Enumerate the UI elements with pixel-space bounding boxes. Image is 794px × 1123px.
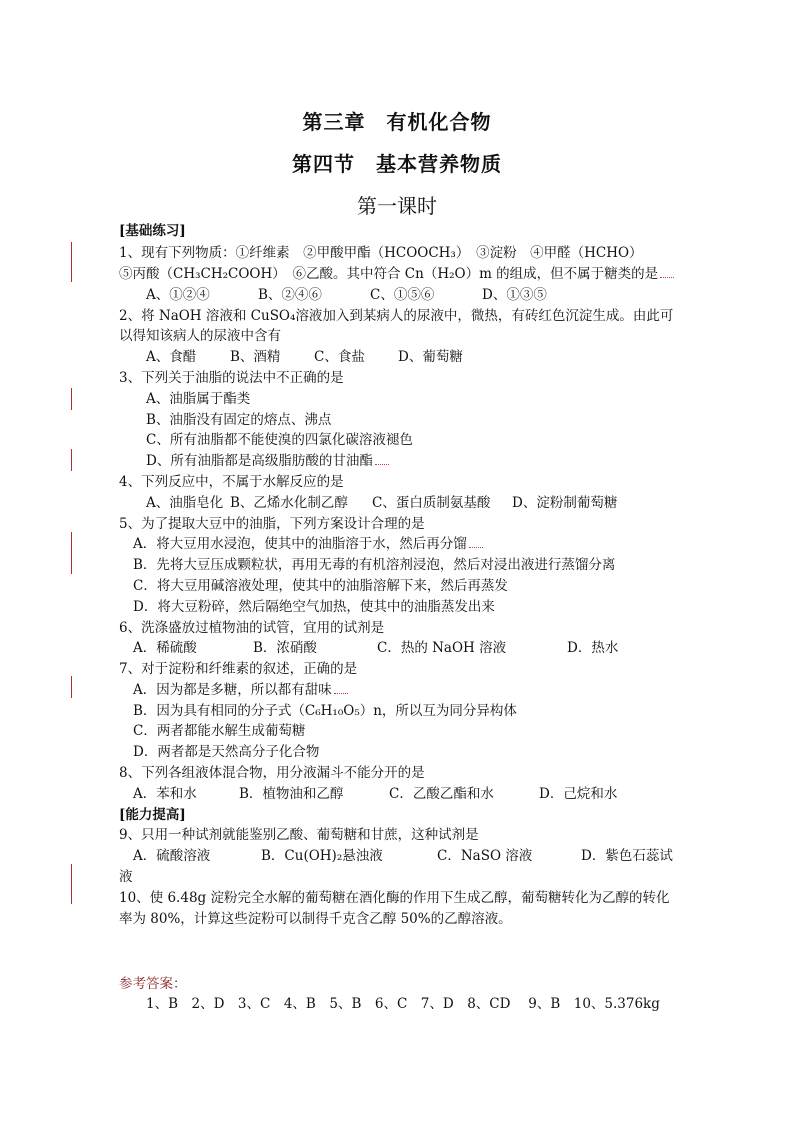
option: A、油脂皂化	[146, 495, 224, 511]
option: A．硫酸溶液	[133, 848, 211, 864]
answers-list: 1、B 2、D 3、C 4、B 5、B 6、C 7、D 8、CD 9、B 10、5.376kg	[146, 996, 660, 1012]
question-7-stem: 7、对于淀粉和纤维素的叙述，正确的是	[119, 661, 358, 677]
margin-mark	[71, 532, 72, 554]
lesson-title: 第一课时	[357, 194, 437, 218]
question-2-options	[146, 348, 463, 366]
option: D．紫色石蕊试	[581, 848, 673, 864]
option: B、酒精	[230, 349, 281, 365]
margin-mark	[71, 388, 72, 410]
option: D、葡萄糖	[398, 349, 463, 365]
question-2-stem: 2、将 NaOH 溶液和 CuSO₄溶液加入到某病人的尿液中，微热，有砖红色沉淀生成。由此可	[119, 308, 674, 324]
option: C、蛋白质制氨基酸	[372, 495, 491, 511]
option: C、食盐	[314, 349, 365, 365]
option: B、乙烯水化制乙醇	[230, 495, 348, 511]
option: D．将大豆粉碎，然后隔绝空气加热，使其中的油脂蒸发出来	[133, 599, 495, 615]
option: B．Cu(OH)₂悬浊液	[261, 848, 383, 864]
option: A．苯和水	[133, 786, 197, 802]
option: C、所有油脂都不能使溴的四氯化碳溶液褪色	[146, 432, 413, 448]
option: C．乙酸乙酯和水	[389, 786, 494, 802]
option: A．将大豆用水浸泡，使其中的油脂溶于水，然后再分馏	[133, 535, 483, 553]
option: C．NaSO 溶液	[437, 848, 533, 864]
option: D、淀粉制葡萄糖	[512, 495, 618, 511]
question-9-options-cont: 液	[119, 869, 133, 885]
question-6-stem: 6、洗涤盛放过植物油的试管，宜用的试剂是	[119, 620, 385, 636]
option: A．因为都是多糖，所以都有甜味	[133, 681, 348, 699]
question-1-stem-cont: ⑤丙酸（CH₃CH₂COOH） ⑥乙酸。其中符合 Cn（H₂O）m 的组成，但不属于糖类的是	[119, 265, 674, 283]
option: D．己烷和水	[539, 786, 618, 802]
option: B．因为具有相同的分子式（C₆H₁₀O₅）n，所以互为同分异构体	[133, 703, 517, 719]
option: B．浓硝酸	[253, 640, 317, 656]
section-title: 第四节 基本营养物质	[292, 152, 502, 176]
chapter-title: 第三章 有机化合物	[302, 110, 492, 134]
edit-mark	[375, 460, 389, 465]
option: A、①②④	[146, 287, 210, 303]
option: D．热水	[567, 640, 619, 656]
question-1-stem: 1、现有下列物质：①纤维素 ②甲酸甲酯（HCOOCH₃） ③淀粉 ④甲醛（HCHO）	[119, 245, 643, 261]
edit-mark	[660, 273, 674, 278]
ability-heading: [能力提高]	[119, 807, 186, 823]
option: A、食醋	[146, 349, 197, 365]
option: B、油脂没有固定的熔点、沸点	[146, 412, 332, 428]
option: C．两者都能水解生成葡萄糖	[133, 723, 306, 739]
margin-mark	[71, 242, 72, 282]
answers-heading: 参考答案：	[119, 976, 187, 992]
question-2-stem-cont: 以得知该病人的尿液中含有	[119, 328, 281, 344]
margin-mark	[71, 449, 72, 471]
option: C．将大豆用碱溶液处理，使其中的油脂溶解下来，然后再蒸发	[133, 578, 508, 594]
question-1-options	[146, 286, 547, 304]
edit-mark	[334, 689, 348, 694]
option: B．植物油和乙醇	[239, 786, 344, 802]
question-10-stem-cont: 率为 80%，计算这些淀粉可以制得千克含乙醇 50%的乙醇溶液。	[119, 911, 512, 927]
question-8-stem: 8、下列各组液体混合物，用分液漏斗不能分开的是	[119, 765, 425, 781]
margin-mark	[71, 676, 72, 698]
edit-mark	[469, 543, 483, 548]
question-4-options	[146, 494, 617, 512]
question-4-stem: 4、下列反应中，不属于水解反应的是	[119, 474, 344, 490]
question-8-options	[133, 785, 617, 803]
margin-mark	[71, 552, 72, 574]
option: D．两者都是天然高分子化合物	[133, 744, 320, 760]
question-9-stem: 9、只用一种试剂就能鉴别乙酸、葡萄糖和甘蔗，这种试剂是	[119, 827, 479, 843]
question-9-options	[133, 847, 673, 865]
option: B．先将大豆压成颗粒状，再用无毒的有机溶剂浸泡，然后对浸出液进行蒸馏分离	[133, 557, 616, 573]
option: C、①⑤⑥	[370, 287, 435, 303]
option: C．热的 NaOH 溶液	[377, 640, 507, 656]
option: A．稀硫酸	[133, 640, 197, 656]
question-10-stem: 10、使 6.48g 淀粉完全水解的葡萄糖在酒化酶的作用下生成乙醇，葡萄糖转化为乙醇的转化	[119, 890, 670, 906]
margin-mark	[71, 864, 72, 904]
option: A、油脂属于酯类	[146, 391, 251, 407]
basic-practice-heading: [基础练习]	[119, 223, 186, 239]
question-3-stem: 3、下列关于油脂的说法中不正确的是	[119, 370, 344, 386]
question-5-stem: 5、为了提取大豆中的油脂，下列方案设计合理的是	[119, 516, 425, 532]
option: B、②④⑥	[258, 287, 322, 303]
option: D、①③⑤	[482, 287, 547, 303]
question-6-options	[133, 639, 618, 657]
option: D、所有油脂都是高级脂肪酸的甘油酯	[146, 452, 389, 470]
